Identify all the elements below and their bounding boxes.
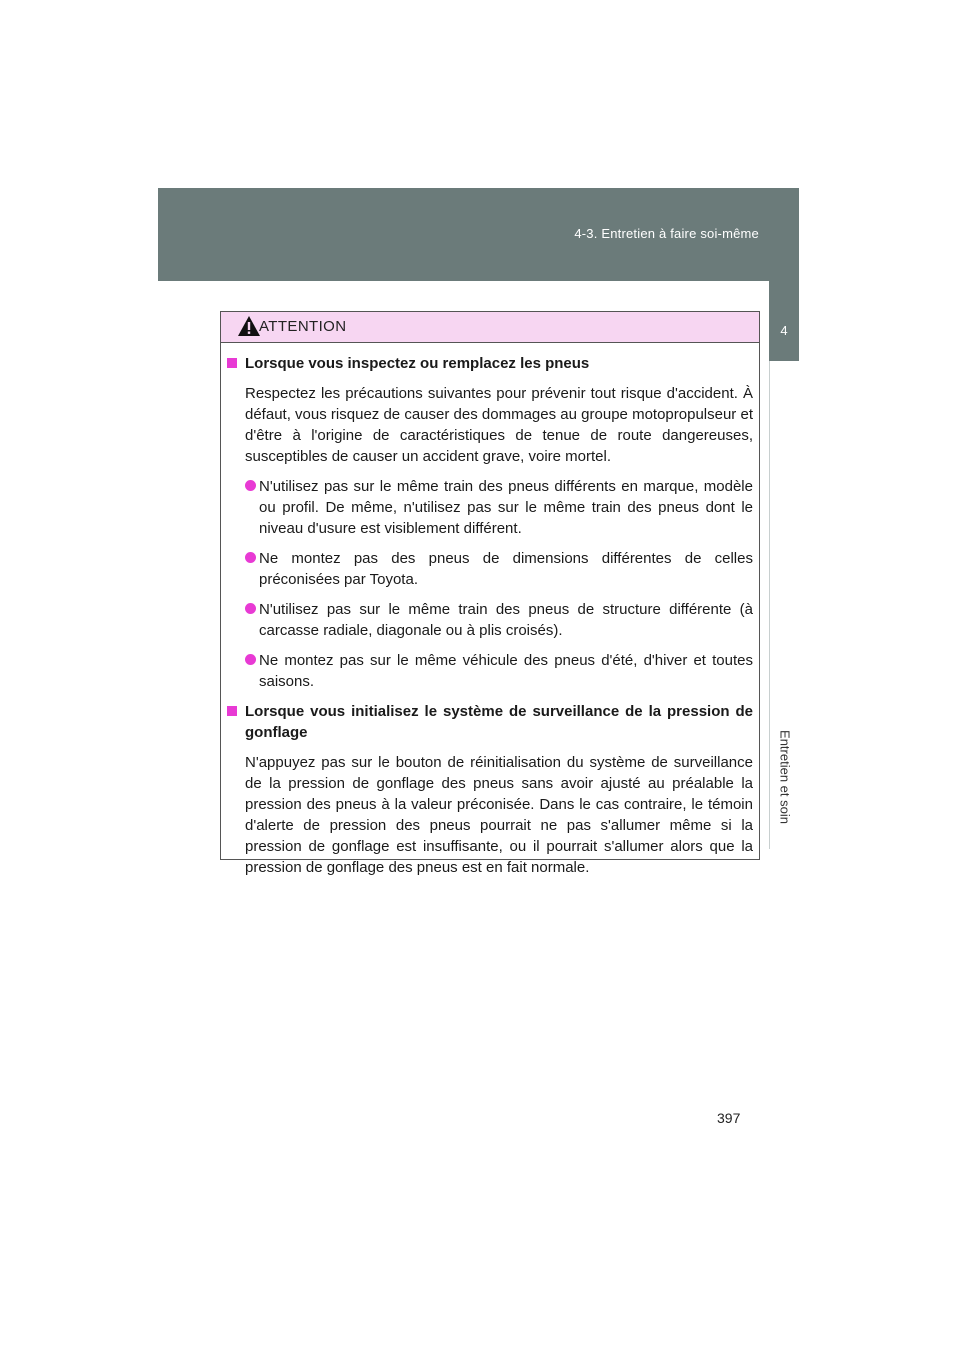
section-intro: Respectez les précautions suivantes pour prévenir tout risque d'accident. À défaut, vous risquez de causer des dommages au groupe motopropulseur et d'être à l'origine de caractéristiques de tenue de route dangereuses, susceptibles de causer un accident grave, voire mortel.: [245, 385, 753, 465]
chapter-label-container: [770, 712, 800, 842]
section-heading: [227, 353, 753, 374]
warning-triangle-icon: [237, 315, 261, 337]
round-bullet-icon: [245, 480, 256, 491]
list-item: [227, 476, 753, 539]
section-heading-text: Lorsque vous inspectez ou remplacez les pneus: [245, 355, 590, 372]
chapter-tab: [769, 281, 799, 361]
square-bullet-icon: [227, 706, 237, 716]
section-heading: [227, 701, 753, 743]
page-number: 397: [717, 1110, 741, 1126]
section-heading-text: Lorsque vous initialisez le système de surveillance de la pression de gonflage: [245, 703, 753, 741]
section-header-band: [158, 188, 799, 281]
section-title: 4-3. Entretien à faire soi-même: [574, 226, 759, 241]
round-bullet-icon: [245, 654, 256, 665]
list-item: [227, 650, 753, 692]
warning-header: [221, 312, 759, 343]
warning-box: [220, 311, 760, 876]
round-bullet-icon: [245, 603, 256, 614]
chapter-label: Entretien et soin: [777, 730, 793, 824]
list-item-text: Ne montez pas des pneus de dimensions différentes de celles préconisées par Toyota.: [259, 550, 753, 588]
chapter-number: 4: [780, 323, 788, 338]
list-item-text: N'utilisez pas sur le même train des pneus de structure différente (à carcasse radiale, diagonale ou à plis croisés).: [259, 601, 753, 639]
round-bullet-icon: [245, 552, 256, 563]
section-intro: N'appuyez pas sur le bouton de réinitialisation du système de surveillance de la pression de gonflage des pneus sans avoir ajusté au préalable la pression des pneus à la valeur préconisée. Dans le cas contraire, le témoin d'alerte de pression des pneus pourrait ne pas s'allumer même si la pression de gonflage est insuffisante, ou il pourrait s'allumer alors que la pression de gonflage des pneus est en fait normale.: [245, 754, 753, 876]
list-item: [227, 548, 753, 590]
list-item-text: N'utilisez pas sur le même train des pneus différents en marque, modèle ou profil. De même, n'utilisez pas sur le même train des pneus dont le niveau d'usure est visiblement différent.: [259, 478, 753, 537]
list-item-text: Ne montez pas sur le même véhicule des pneus d'été, d'hiver et toutes saisons.: [259, 652, 753, 690]
warning-body: [221, 343, 759, 878]
list-item: [227, 599, 753, 641]
warning-title: ATTENTION: [259, 318, 347, 335]
square-bullet-icon: [227, 358, 237, 368]
